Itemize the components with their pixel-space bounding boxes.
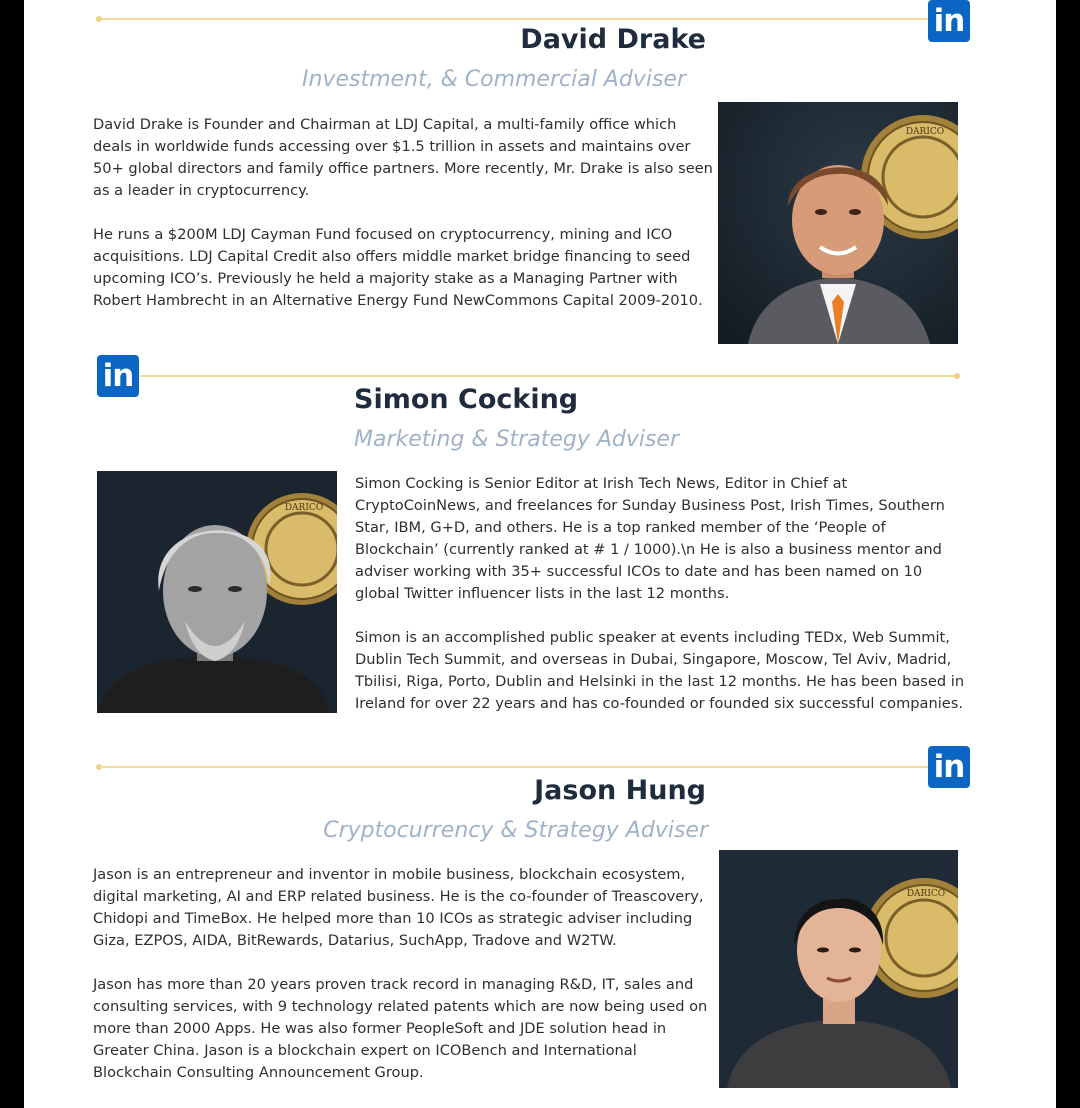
svg-text:DARICO: DARICO — [905, 127, 945, 137]
adviser-role: Cryptocurrency & Strategy Adviser — [323, 818, 708, 843]
bio-paragraph: Simon Cocking is Senior Editor at Irish Tech News, Editor in Chief at CryptoCoinNews, and freelances for Sunday Business Post, Irish Times, Southern Star, IBM, G+D, and others. He is a top ranked member of the ‘People of Blockchain’ (currently ranked at # 1 / 1000).\n He is also a business mentor and adviser working with 35+ successful ICOs to date and has been named on 10 global Twitter influencer lists in the last 12 months. — [355, 475, 945, 602]
section-divider — [140, 375, 956, 377]
divider-dot — [954, 373, 960, 379]
adviser-name: David Drake — [520, 24, 706, 55]
adviser-photo — [719, 850, 958, 1088]
bio-paragraph: He runs a $200M LDJ Cayman Fund focused on cryptocurrency, mining and ICO acquisitions. LDJ Capital Credit also offers middle market bridge financing to seed upcoming ICO’s. Previously he held a majority stake as a Managing Partner with Robert Hambrecht in an Alternative Energy Fund NewCommons Capital 2009-2010. — [93, 226, 703, 309]
adviser-role: Investment, & Commercial Adviser — [302, 67, 686, 92]
adviser-page — [24, 0, 1056, 1108]
adviser-photo — [718, 102, 958, 344]
svg-text:DARICO: DARICO — [284, 503, 324, 513]
section-divider — [100, 766, 930, 768]
adviser-role: Marketing & Strategy Adviser — [354, 427, 680, 452]
bio-paragraph: David Drake is Founder and Chairman at LDJ Capital, a multi-family office which deals in worldwide funds accessing over $1.5 trillion in assets and maintains over 50+ global directors and family office partners. More recently, Mr. Drake is also seen as a leader in cryptocurrency. — [93, 116, 713, 199]
adviser-name: Simon Cocking — [354, 384, 579, 415]
section-divider — [100, 18, 930, 20]
bio-paragraph: Jason is an entrepreneur and inventor in mobile business, blockchain ecosystem, digital marketing, AI and ERP related business. He is the co-founder of Treascovery, Chidopi and TimeBox. He helped more than 10 ICOs as strategic adviser including Giza, EZPOS, AIDA, BitRewards, Datarius, SuchApp, Tradove and W2TW. — [93, 866, 704, 949]
linkedin-icon[interactable]: in — [928, 746, 970, 788]
bio-paragraph: Jason has more than 20 years proven track record in managing R&D, IT, sales and consulting services, with 9 technology related patents which are now being used on more than 2000 Apps. He was also former PeopleSoft and JDE solution head in Greater China. Jason is a blockchain expert on ICOBench and International Blockchain Consulting Announcement Group. — [93, 976, 708, 1081]
adviser-bio — [93, 114, 715, 312]
adviser-photo — [97, 471, 337, 713]
adviser-bio — [355, 473, 967, 715]
linkedin-icon[interactable]: in — [928, 0, 970, 42]
adviser-bio — [93, 864, 715, 1084]
linkedin-icon[interactable]: in — [97, 355, 139, 397]
adviser-name: Jason Hung — [534, 775, 706, 806]
bio-paragraph: Simon is an accomplished public speaker at events including TEDx, Web Summit, Dublin Tech Summit, and overseas in Dubai, Singapore, Moscow, Tel Aviv, Madrid, Tbilisi, Riga, Porto, Dublin and Helsinki in the last 12 months. He has been based in Ireland for over 22 years and has co-founded or founded six successful companies. — [355, 629, 965, 712]
svg-text:DARICO: DARICO — [906, 889, 946, 899]
